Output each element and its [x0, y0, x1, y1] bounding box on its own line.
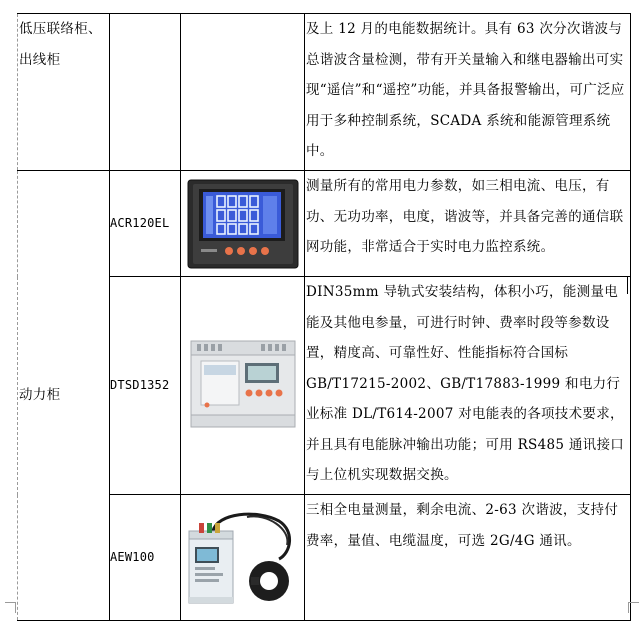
table-row [18, 171, 631, 277]
image-cell [181, 171, 305, 277]
description-cell [305, 171, 631, 277]
table-row [18, 495, 631, 621]
product-model: ACR120EL [110, 216, 170, 231]
meter-AEW100-image [187, 509, 301, 609]
product-description: 三相全电量测量，剩余电流、2-63 次谐波，支持付费率，量值、电缆温度，可选 2G/4G 通讯。 [306, 502, 619, 549]
description-cell [305, 14, 631, 171]
model-cell [110, 277, 181, 495]
meter-DTSD1352-image [187, 339, 299, 429]
table-row [18, 277, 631, 495]
product-description: DIN35mm 导轨式安装结构，体积小巧，能测量电能及其他电参量，可进行时钟、费率时段等参数设置，精度高、可靠性好、性能指标符合国标 GB/T17215-2002、GB/T17883-1999 和电力行业标准 DL/T614-2007 对电能表的各项技术要求，并且具有电能脉冲输出功能；可用 RS485 通讯接口与上位机实现数据交换。 [306, 284, 625, 483]
cabinet-category-cell [18, 14, 110, 171]
model-cell [110, 495, 181, 621]
corner-mark [628, 602, 639, 613]
model-cell [110, 14, 181, 171]
cabinet-category: 低压联络柜、出线柜 [19, 21, 102, 68]
text-cursor [627, 277, 628, 294]
model-cell [110, 171, 181, 277]
table-row [18, 14, 631, 171]
image-cell [181, 277, 305, 495]
product-description: 及上 12 月的电能数据统计。具有 63 次分次谐波与总谐波含量检测，带有开关量输入和继电器输出可实现“遥信”和“遥控”功能，并具备报警输出，可广泛应用于多种控制系统，SCADA 系统和能源管理系统中。 [306, 21, 625, 159]
image-cell [181, 14, 305, 171]
cabinet-category-cell [18, 171, 110, 621]
meter-ACR120EL-image [187, 179, 299, 269]
description-cell [305, 277, 631, 495]
corner-mark [5, 602, 16, 613]
product-model: AEW100 [110, 550, 155, 565]
product-model: DTSD1352 [110, 378, 170, 393]
image-cell [181, 495, 305, 621]
product-description: 测量所有的常用电力参数，如三相电流、电压，有功、无功功率，电度，谐波等，并具备完善的通信联网功能，非常适合于实时电力监控系统。 [306, 178, 624, 255]
cabinet-category: 动力柜 [19, 387, 61, 404]
description-cell [305, 495, 631, 621]
product-table [17, 13, 631, 621]
